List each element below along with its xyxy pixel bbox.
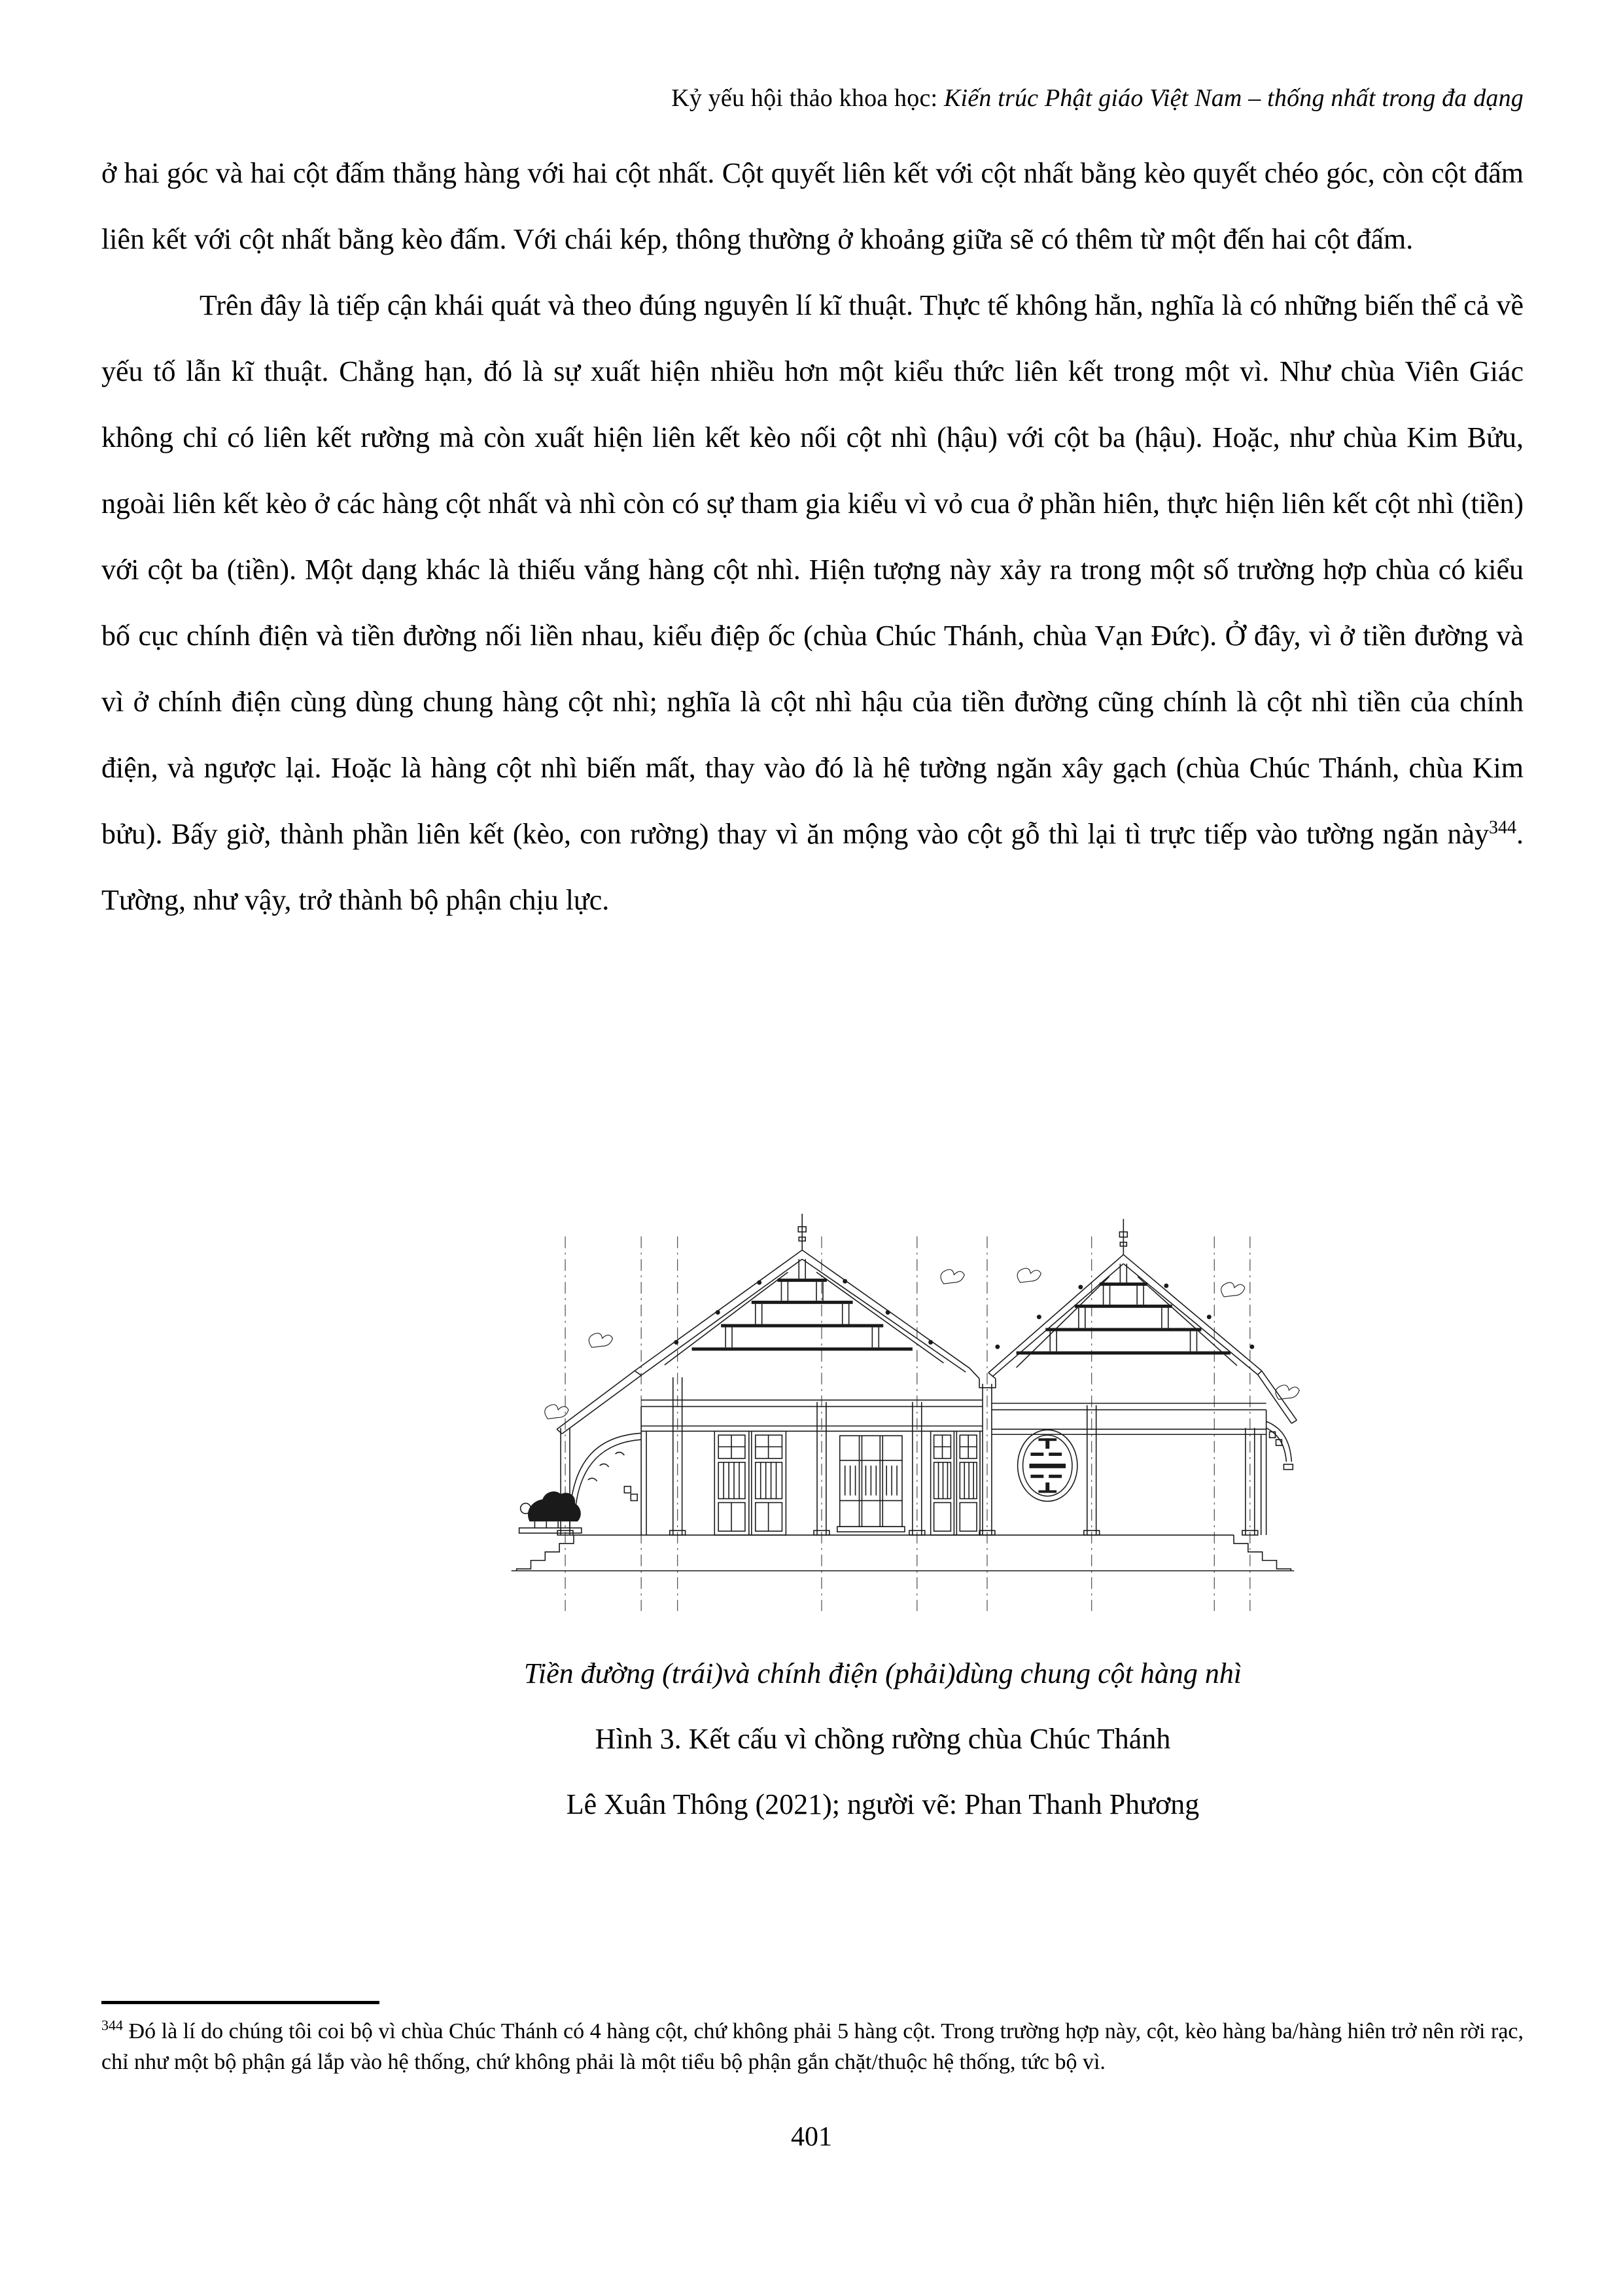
figure-3 — [101, 1207, 1524, 1837]
right-gable-roof — [988, 1254, 1262, 1377]
left-gable-roof — [635, 1250, 969, 1375]
porch-arch — [570, 1433, 641, 1513]
paragraph-2 — [101, 272, 1524, 933]
platform-and-steps — [512, 1535, 1295, 1571]
roof-ornaments — [545, 1268, 1299, 1419]
footnote-reference: 344 — [1489, 817, 1516, 838]
center-window — [837, 1436, 905, 1532]
porch-bracket — [1266, 1421, 1293, 1469]
body-text — [101, 140, 1524, 933]
left-door — [714, 1431, 786, 1535]
right-door — [931, 1431, 980, 1535]
running-header-prefix: Kỷ yếu hội thảo khoa học: — [671, 84, 944, 112]
figure-caption-title: Hình 3. Kết cấu vì chồng rường chùa Chúc Thánh — [595, 1723, 1171, 1755]
page-number: 401 — [791, 2122, 832, 2152]
running-header — [671, 84, 1524, 113]
running-header-title: Kiến trúc Phật giáo Việt Nam – thống nhất trong đa dạng — [943, 84, 1524, 112]
paragraph-1: ở hai góc và hai cột đấm thẳng hàng với hai cột nhất. Cột quyết liên kết với cột nhất bằng kèo quyết chéo góc, còn cột đấm liên kết với cột nhất bằng kèo đấm. Với chái kép, thông thường ở khoảng giữa sẽ có thêm từ một đến hai cột đấm. — [101, 157, 1524, 255]
footnote — [101, 2016, 1524, 2077]
lion-statue — [519, 1491, 582, 1533]
footnote-area — [101, 2001, 1524, 2077]
footnote-separator — [101, 2001, 379, 2004]
figure-caption-subtitle: Tiền đường (trái)và chính điện (phải)dùng chung cột hàng nhì — [523, 1657, 1242, 1689]
columns — [557, 1377, 1258, 1535]
roof-finials — [798, 1214, 1127, 1255]
footnote-body: Đó là lí do chúng tôi coi bộ vì chùa Chúc Thánh có 4 hàng cột, chứ không phải 5 hàng cột. Trong trường hợp này, cột, kèo hàng ba/hàng hiên trở nên rời rạc, chỉ như một bộ phận gá lắp vào hệ thống, chứ không phải là một tiểu bộ phận gắn chặt/thuộc hệ thống, tức bộ vì. — [101, 2019, 1524, 2074]
paragraph-2-text: Trên đây là tiếp cận khái quát và theo đúng nguyên lí kĩ thuật. Thực tế không hẳn, nghĩa là có những biến thể cả về yếu tố lẫn kĩ thuật. Chẳng hạn, đó là sự xuất hiện nhiều hơn một kiểu thức liên kết trong một vì. Như chùa Viên Giác không chỉ có liên kết rường mà còn xuất hiện liên kết kèo nối cột nhì (hậu) với cột ba (hậu). Hoặc, như chùa Kim Bửu, ngoài liên kết kèo ở các hàng cột nhất và nhì còn có sự tham gia kiểu vì vỏ cua ở phần hiên, thực hiện liên kết cột nhì (tiền) với cột ba (tiền). Một dạng khác là thiếu vắng hàng cột nhì. Hiện tượng này xảy ra trong một số trường hợp chùa có kiểu bố cục chính điện và tiền đường nối liền nhau, kiểu điệp ốc (chùa Chúc Thánh, chùa Vạn Đức). Ở đây, vì ở tiền đường và vì ở chính điện cùng dùng chung hàng cột nhì; nghĩa là cột nhì hậu của tiền đường cũng chính là cột nhì tiền của chính điện, và ngược lại. Hoặc là hàng cột nhì biến mất, thay vào đó là hệ tường ngăn xây gạch (chùa Chúc Thánh, chùa Kim bửu). Bấy giờ, thành phần liên kết (kèo, con rường) thay vì ăn mộng vào cột gỗ thì lại tì trực tiếp vào tường ngăn này — [101, 289, 1524, 850]
porch-roofs — [557, 1371, 1297, 1434]
left-truss — [674, 1259, 933, 1351]
longevity-medallion — [1018, 1430, 1077, 1501]
wall-beams — [641, 1400, 1266, 1435]
paragraph-2-text-end: . Tường, như vậy, trở thành bộ phận chịu lực. — [101, 818, 1524, 916]
figure-caption — [101, 1641, 1524, 1837]
figure-caption-credit: Lê Xuân Thông (2021); người vẽ: Phan Thanh Phương — [566, 1788, 1200, 1820]
grid-lines — [565, 1237, 1250, 1611]
footnote-marker: 344 — [101, 2017, 123, 2034]
temple-section-drawing — [494, 1207, 1312, 1623]
